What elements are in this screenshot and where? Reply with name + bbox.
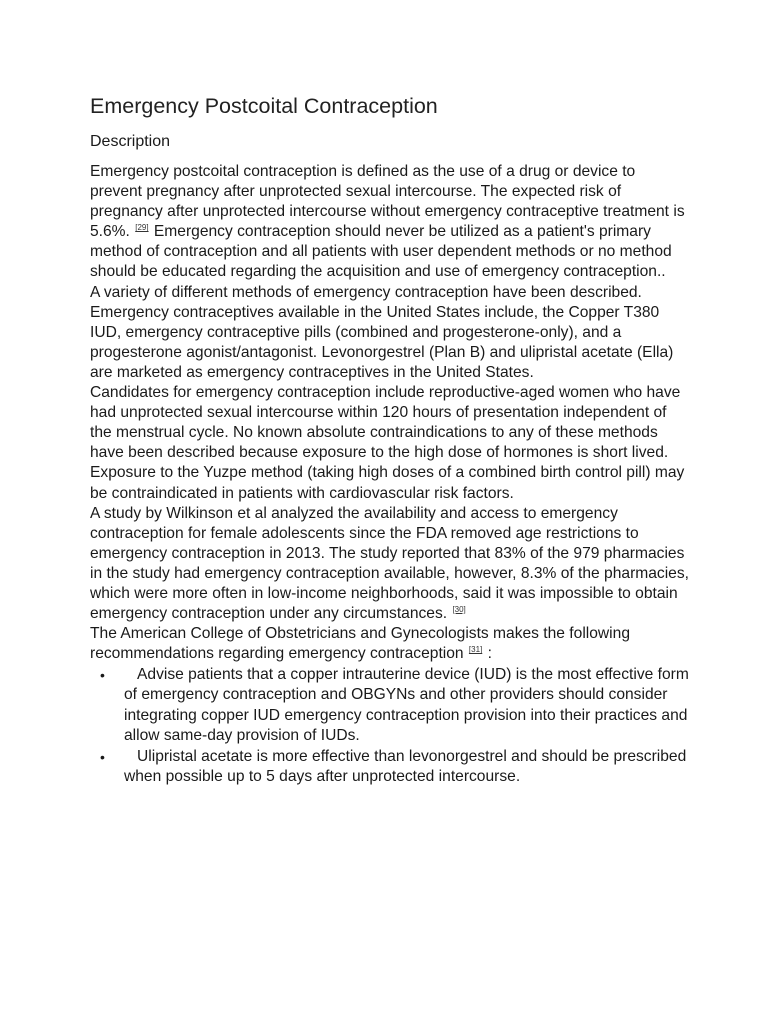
list-item bbox=[90, 747, 690, 787]
paragraph-methods: A variety of different methods of emergency contraception have been described. Emergency contraceptives available in the United States include, the Copper T380 IUD, emergency contraceptive pills (combined and progesterone-only), and a progesterone agonist/antagonist. Levonorgestrel (Plan B) and ulipristal acetate (Ella) are marketed as emergency contraceptives in the United States. bbox=[90, 283, 674, 381]
paragraph-acog bbox=[90, 624, 690, 664]
bullet-icon: • bbox=[100, 748, 105, 765]
paragraph-definition bbox=[90, 162, 690, 283]
document-body bbox=[90, 162, 694, 787]
reference-link[interactable]: [30] bbox=[452, 605, 466, 615]
section-heading: Description bbox=[90, 133, 171, 150]
recommendations-list bbox=[90, 665, 694, 787]
paragraph-text: A study by Wilkinson et al analyzed the availability and access to emergency contraception for female adolescents since the FDA removed age restrictions to emergency contraception in 2013. The study reported that 83% of the 979 pharmacies in the study had emergency contraception available, however, 8.3% of the pharmacies, which were more often in low-income neighborhoods, said it was impossible to obtain emergency contraception under any circumstances. bbox=[90, 504, 689, 623]
list-item-text: Ulipristal acetate is more effective than levonorgestrel and should be prescribed when possible up to 5 days after unprotected intercourse. bbox=[124, 747, 691, 785]
paragraph-text: Emergency contraception should never be utilized as a patient's primary method of contraception and all patients with user dependent methods or no method should be educated regarding the acquisition and use of emergency contraception.. bbox=[90, 223, 672, 281]
document-title: Emergency Postcoital Contraception bbox=[90, 94, 438, 118]
bullet-icon: • bbox=[100, 667, 105, 684]
paragraph-text: : bbox=[483, 645, 492, 663]
reference-link[interactable]: [31] bbox=[468, 645, 483, 655]
reference-link[interactable]: [29] bbox=[135, 223, 149, 233]
list-item-text: Advise patients that a copper intrauterine device (IUD) is the most effective form of emergency contraception and OBGYNs and other providers should consider integrating copper IUD emergency contraception provision into their practices and allow same-day provision of IUDs. bbox=[124, 666, 694, 744]
paragraph-candidates: Candidates for emergency contraception include reproductive-aged women who have had unprotected sexual intercourse within 120 hours of presentation independent of the menstrual cycle. No known absolute contraindications to any of these methods have been described because exposure to the high dose of hormones is short lived. Exposure to the Yuzpe method (taking high doses of a combined birth control pill) may be contraindicated in patients with cardiovascular risk factors. bbox=[90, 384, 685, 502]
list-item bbox=[90, 665, 694, 745]
document-page bbox=[90, 92, 694, 787]
paragraph-text: Emergency postcoital contraception is defined as the use of a drug or device to prevent pregnancy after unprotected sexual intercourse. The expected risk of pregnancy after unprotected intercourse without emergency contraceptive treatment is 5.6%. bbox=[90, 163, 685, 241]
paragraph-text: The American College of Obstetricians and Gynecologists makes the following recommendations regarding emergency contraception bbox=[90, 625, 630, 663]
paragraph-study bbox=[90, 504, 690, 625]
